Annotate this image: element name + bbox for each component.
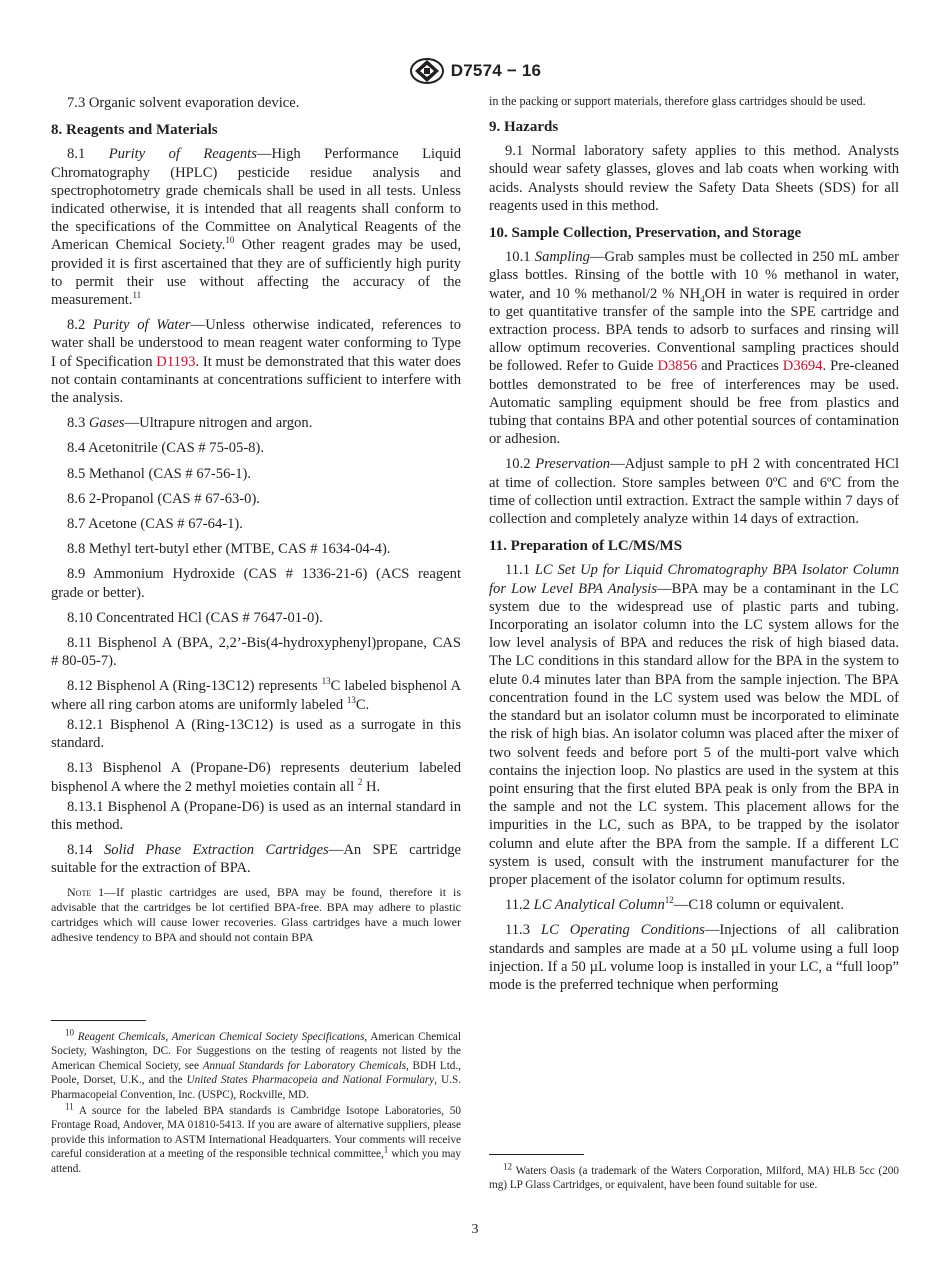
section-11-2: 11.2 LC Analytical Column$^{12}$—C18 column or equivalent. [505,895,844,914]
section-8-6: 8.6 2-Propanol (CAS # 67-63-0). [67,490,260,507]
section-10-heading: 10. Sample Collection, Preservation, and Storage [489,225,802,242]
section-10-2: 10.2 Preservation—Adjust sample to pH 2 with concentrated HCl at time of collection. Store samples between 0ºC and 6ºC from the time of collection until extraction. Extract the sample within 7 days of collection and completely analyze within 14 days of extraction. [489,456,900,528]
section-8-heading: 8. Reagents and Materials [51,122,218,139]
section-8-4: 8.4 Acetonitrile (CAS # 75-05-8). [67,440,264,457]
section-11-3: 11.3 LC Operating Conditions—Injections of all calibration standards and samples are made at a 50 µL volume using a full loop injection. If a 50 µL volume loop is installed in your LC, a “full loop” mode is the preferred technique when performing [489,922,899,993]
footnote-divider [489,1154,584,1155]
note-1: Note 1—If plastic cartridges are used, BPA may be found, therefore it is advisable that the cartridges be lot certified BPA-free. BPA may adhere to plastic cartridges which will cause lower recoveries. Glass cartridges have a much lower adhesive tendency to BPA and should not contain BPA [51,884,461,944]
note-continuation: in the packing or support materials, therefore glass cartridges should be used. [489,94,866,108]
footnote-divider [51,1020,146,1021]
section-8-11: 8.11 Bisphenol A (BPA, 2,2’-Bis(4-hydroxyphenyl)propane, CAS # 80-05-7). [51,635,461,670]
section-9-1: 9.1 Normal laboratory safety applies to this method. Analysts should wear safety glasses, gloves and lab coats when working with acids. Analysts should review the Safety Data Sheets (SDS) for all reagents used in this method. [489,143,899,214]
section-8-7: 8.7 Acetone (CAS # 67-64-1). [67,516,243,533]
footnote-ref-11: 11 [132,290,142,301]
section-8-3: 8.3 Gases—Ultrapure nitrogen and argon. [67,415,313,432]
section-9-heading: 9. Hazards [489,119,559,135]
left-column [51,94,461,952]
footnote-11: $^{11}$ A source for the labeled BPA standards is Cambridge Isotope Laboratories, 50 Frontage Road, Andover, MA 01810-5413. If you are aware of alternative suppliers, please provide this information to ASTM International Headquarters. Your comments will receive careful consideration at a meeting of the responsible technical committee,$^1$ which you may attend. [51,1101,461,1175]
section-8-12-1: 8.12.1 Bisphenol A (Ring-13C12) is used as a surrogate in this standard. [51,716,461,752]
footnotes-right [489,1154,899,1195]
section-11-1: 11.1 LC Set Up for Liquid Chromatography BPA Isolator Column for Low Level BPA Analysis—BPA may be a contaminant in the LC system due to the widespread use of plastic parts and tubing. Incorporating an isolator column into the LC system allows for the low level analysis of BPA and reduces the risk of high biased data. The LC conditions in this standard allow for the BPA in the system to elute 0.4 minutes later than BPA from the sample injection. The BPA concentration found in the LC system used was below the MDL of the standard but an isolator column must be incorporated to eliminate the risk of high bias. An isolator column was placed after the mixer of two solvent feeds and before port 5 of the multi-port valve which contains the injection loop. No plastics are used in the system at this point ensuring that the first eluted BPA peak is only from the BPA in the sample and not the LC system. This placement allows for the impurities in the LC, such as BPA, to be trapped by the isolator column and elute after the BPA from the sample. If a different LC system is used, consult with the instrument manufacturer for the proper placement of the isolator column for optimum results. [489,562,900,888]
astm-logo-icon [409,57,445,85]
section-8-13: 8.13 Bisphenol A (Propane-D6) represents deuterium labeled bisphenol A where the 2 methyl moieties contain all $^2$ H. [51,760,461,795]
section-8-10: 8.10 Concentrated HCl (CAS # 7647-01-0). [67,609,323,626]
footnote-10: $^{10}$ Reagent Chemicals, American Chemical Society Specifications, American Chemical Society, Washington, DC. For Suggestions on the testing of reagents not listed by the American Chemical Society, see Annual Standards for Laboratory Chemicals, BDH Ltd., Poole, Dorset, U.K., and the United States Pharmacopeia and National Formulary, U.S. Pharmacopeial Convention, Inc. (USPC), Rockville, MD. [51,1027,462,1101]
section-8-8: 8.8 Methyl tert-butyl ether (MTBE, CAS # 1634-04-4). [67,541,391,558]
footnotes-left [51,1020,461,1178]
footnote-12: $^{12}$ Waters Oasis (a trademark of the Waters Corporation, Milford, MA) HLB 5cc (200 mg) LP Glass Cartridges, or equivalent, have been found suitable for use. [489,1161,899,1192]
section-8-1: 8.1 Purity of Reagents—High Performance Liquid Chromatography (HPLC) pesticide residue analysis and spectrophotometry grade chemicals shall be used in all tests. Unless indicated otherwise, it is intended that all reagents shall conform to the specifications of the Committee on Analytical Reagents of the American Chemical Society.$^{10}$ Other reagent grades may be used, provided it is first ascertained that they are of sufficiently high purity to permit their use without affecting the accuracy of the measurement.$^{11}$ [51,146,462,309]
section-8-13-1: 8.13.1 Bisphenol A (Propane-D6) is used as an internal standard in this method. [51,798,461,833]
section-8-14: 8.14 Solid Phase Extraction Cartridges—An SPE cartridge suitable for the extraction of BPA. [51,842,462,877]
section-10-1: 10.1 Sampling—Grab samples must be collected in 250 mL amber glass bottles. Rinsing of the bottle with 10 % methanol in water, water, and 10 % methanol/2 % $NH_4OH$ in water is required in order to get quantitative transfer of the sample into the SPE cartridge and extraction process. BPA tends to adsorb to surfaces and rinsing will allow optimum recoveries. Conventional sampling practices should be followed. Refer to Guide D3856 and Practices D3694. Pre-cleaned bottles demonstrated to be free of interferences may be used. Automatic sampling equipment should be free from plastics and tubing that contains BPA and other potential sources of contamination or adhesion. [489,249,899,448]
right-column [489,94,899,1001]
section-7-3: 7.3 Organic solvent evaporation device. [67,95,300,111]
section-8-12: 8.12 Bisphenol A (Ring-13C12) represents $^{13}$C labeled bisphenol A where all ring carbon atoms are uniformly labeled $^{13}$C. [51,676,461,713]
link-d3694[interactable]: D3694 [782,358,823,375]
standard-designation: D7574 − 16 [450,61,542,80]
footnote-ref-10: 10 [225,235,235,246]
link-d3856[interactable]: D3856 [657,358,698,375]
page-number: 3 [471,1222,479,1237]
section-8-5: 8.5 Methanol (CAS # 67-56-1). [67,465,252,482]
page-header [0,56,950,86]
section-11-heading: 11. Preparation of LC/MS/MS [489,538,683,555]
footnote-ref-12: 12 [664,895,674,906]
section-8-2: 8.2 Purity of Water—Unless otherwise indicated, references to water shall be understood to mean reagent water conforming to Type I of Specification D1193. It must be demonstrated that this water does not contain contaminants at concentrations sufficient to interfere with the analysis. [51,317,462,407]
link-d1193[interactable]: D1193 [156,353,196,370]
section-8-9: 8.9 Ammonium Hydroxide (CAS # 1336-21-6) (ACS reagent grade or better). [51,566,461,601]
